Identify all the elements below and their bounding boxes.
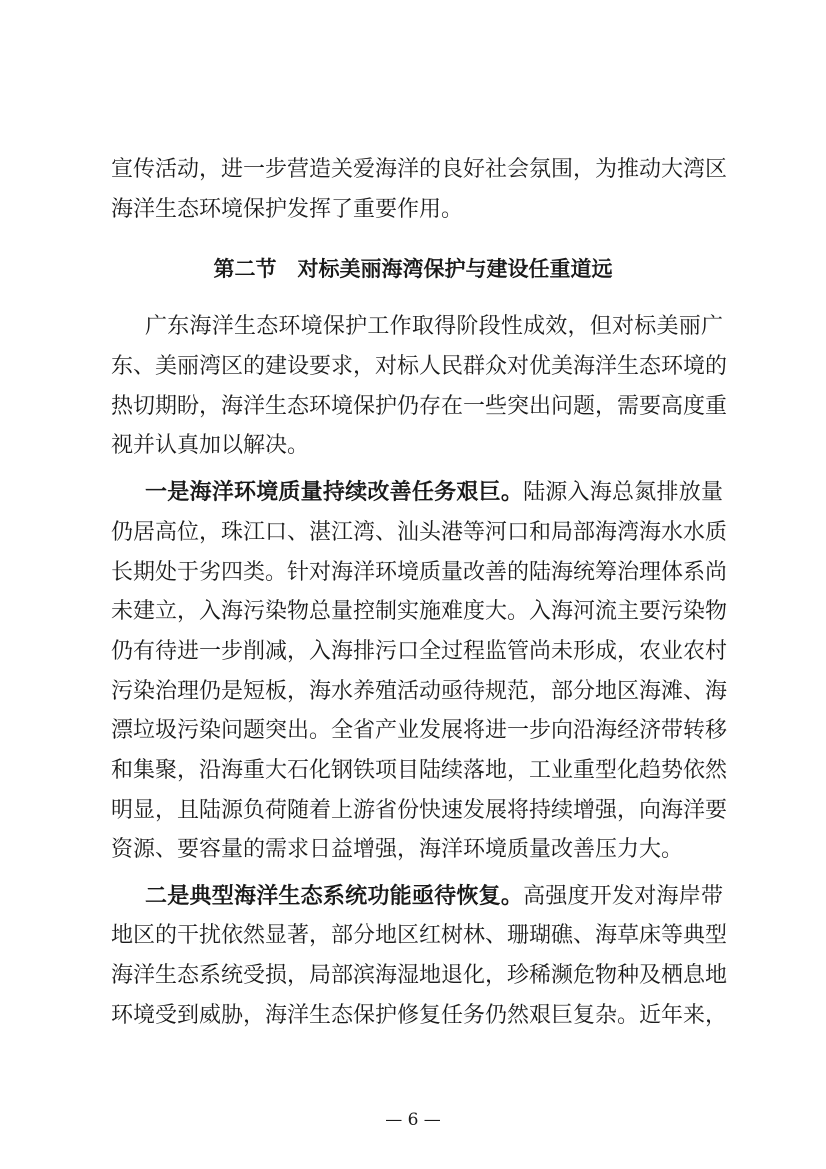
text-run: 高强度开发对海岸带: [523, 884, 723, 909]
text-line: 和集聚，沿海重大石化钢铁项目陆续落地，工业重型化趋势依然: [111, 758, 728, 783]
text-line: 地区的干扰依然显著，部分地区红树林、珊瑚礁、海草床等典型: [111, 923, 728, 948]
text-line: [145, 877, 723, 917]
text-line: 资源、要容量的需求日益增强，海洋环境质量改善压力大。: [111, 837, 684, 862]
text-line: 长期处于劣四类。针对海洋环境质量改善的陆海统筹治理体系尚: [111, 560, 728, 585]
text-line: 热切期盼，海洋生态环境保护仍存在一些突出问题，需要高度重: [111, 394, 728, 419]
text-line: 漂垃圾污染问题突出。全省产业发展将进一步向沿海经济带转移: [111, 718, 728, 743]
text-line: 视并认真加以解决。: [111, 433, 310, 458]
text-line: 仍有待进一步削减，入海排污口全过程监管尚未形成，农业农村: [111, 639, 728, 664]
text-line: 广东海洋生态环境保护工作取得阶段性成效，但对标美丽广: [145, 314, 723, 339]
text-line: 海洋生态环境保护发挥了重要作用。: [111, 197, 464, 222]
text-line: 海洋生态系统受损，局部滨海湿地退化，珍稀濒危物种及栖息地: [111, 963, 728, 988]
text-line: 环境受到威胁，海洋生态保护修复任务仍然艰巨复杂。近年来，: [111, 1003, 728, 1028]
text-line: 宣传活动，进一步营造关爱海洋的良好社会氛围，为推动大湾区: [111, 157, 728, 182]
text-run: 陆源入海总氮排放量: [523, 480, 723, 505]
text-line: [145, 473, 723, 513]
text-line: 仍居高位，珠江口、湛江湾、汕头港等河口和局部海湾海水水质: [111, 520, 728, 545]
text-line: 东、美丽湾区的建设要求，对标人民群众对优美海洋生态环境的: [111, 354, 728, 379]
text-line: 未建立，入海污染物总量控制实施难度大。入海河流主要污染物: [111, 599, 728, 624]
section-heading: 第二节 对标美丽海湾保护与建设任重道远: [213, 257, 613, 281]
page-number: — 6 —: [385, 1110, 441, 1130]
bold-lead: 一是海洋环境质量持续改善任务艰巨。: [145, 480, 524, 505]
text-line: 明显，且陆源负荷随着上游省份快速发展将持续增强，向海洋要: [111, 798, 728, 823]
text-line: 污染治理仍是短板，海水养殖活动亟待规范，部分地区海滩、海: [111, 679, 728, 704]
bold-lead: 二是典型海洋生态系统功能亟待恢复。: [145, 884, 524, 909]
